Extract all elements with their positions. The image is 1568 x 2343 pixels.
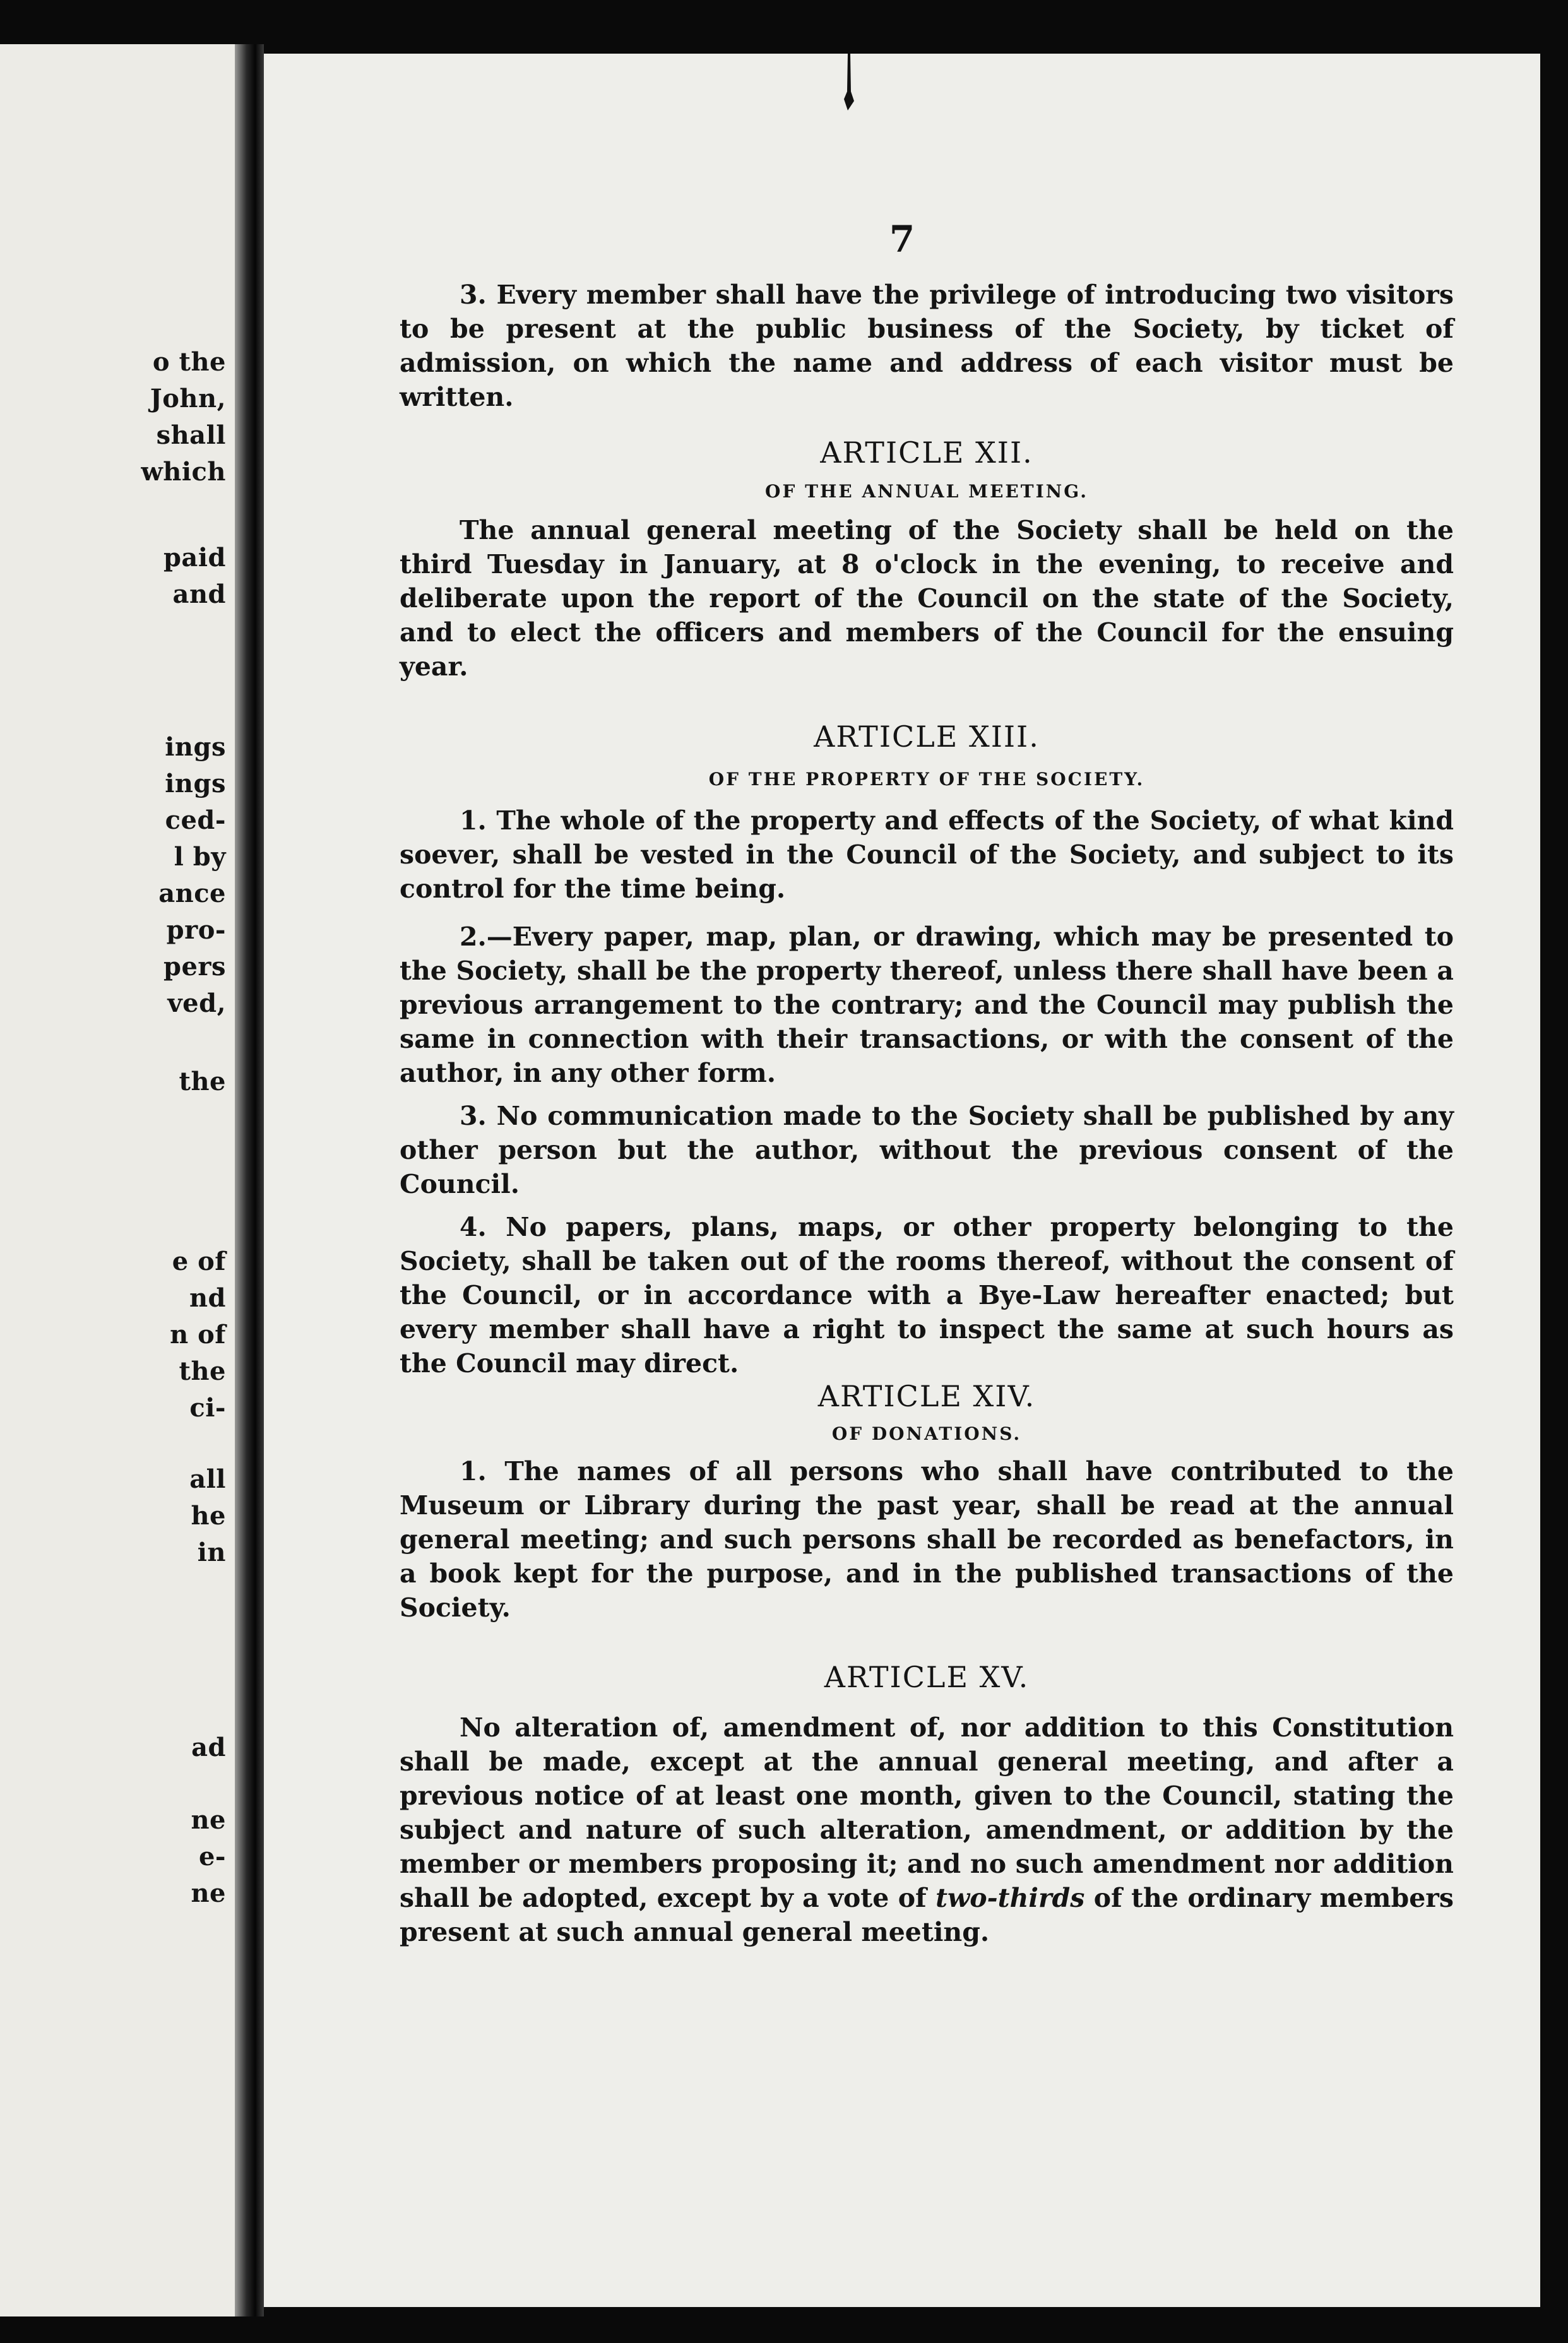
article-xii-text: The annual general meeting of the Society shall be held on the third Tuesday in January, at 8 o'clock in the evening, to receive and deliberate upon the report of the Council on the state of the Society, and to elect the officers and members of the Council for the ensuing year. [400, 515, 1454, 682]
left-page-line: ne [191, 1805, 226, 1835]
left-page-line: e- [198, 1842, 226, 1871]
visitors-paragraph: 3. Every member shall have the privilege of introducing two visitors to be present at the public business of the Society, by ticket of admission, on which the name and address of each visitor must be written. [400, 280, 1454, 412]
left-page-line: the [179, 1067, 226, 1096]
article-xiv-p1: 1. The names of all persons who shall have contributed to the Museum or Library during the past year, shall be read at the annual general meeting; and such persons shall be recorded as benefactors, in a book kept for the purpose, and in the published transactions of the Society. [400, 1456, 1454, 1623]
left-page-line: which [141, 457, 226, 487]
left-page-line: o the [152, 347, 226, 377]
left-page-line: ne [191, 1878, 226, 1908]
left-page-line: John, [150, 384, 226, 413]
article-xv-text-part2: of the ordinary members present at such annual general meeting. [400, 1883, 1454, 1947]
left-page-line: the [179, 1356, 226, 1386]
left-page-line: pers [163, 952, 226, 982]
left-page-line: all [189, 1464, 226, 1494]
section-visitors [400, 278, 1454, 414]
left-page-line: paid [163, 543, 226, 572]
left-page-line: pro- [166, 915, 226, 945]
left-page-line: ad [191, 1733, 226, 1762]
article-xv-text [400, 1711, 1454, 1949]
article-xiii [400, 720, 1454, 1380]
left-page-line: ings [165, 769, 226, 798]
left-page-line: ings [165, 732, 226, 762]
ink-mark [841, 54, 855, 110]
article-xii-subheading: OF THE ANNUAL MEETING. [765, 481, 1088, 502]
left-page-line: nd [189, 1283, 226, 1313]
article-xiii-p1: 1. The whole of the property and effects of the Society, of what kind soever, shall be vested in the Council of the Society, and subject to its control for the time being. [400, 805, 1454, 904]
article-xii-heading: ARTICLE XII. [820, 436, 1033, 470]
left-page-line: e of [172, 1247, 226, 1276]
article-xv-italic: two-thirds [935, 1883, 1085, 1913]
article-xiii-p4: 4. No papers, plans, maps, or other property belonging to the Society, shall be taken out of the rooms thereof, without the consent of the Council, or in accordance with a Bye-Law hereafter enacted; but every member shall have a right to inspect the same at such hours as the Council may direct. [400, 1212, 1454, 1379]
page-gutter [235, 44, 264, 2316]
article-xiii-p3: 3. No communication made to the Society shall be published by any other person but the author, without the previous consent of the Council. [400, 1101, 1454, 1199]
article-xii [400, 436, 1454, 684]
article-xiii-subheading: OF THE PROPERTY OF THE SOCIETY. [708, 769, 1145, 790]
left-page-line: n of [170, 1320, 226, 1349]
left-page-line: ance [158, 879, 226, 908]
left-page-line: ced- [165, 805, 226, 835]
article-xv-text-part1: No alteration of, amendment of, nor addition to this Constitution shall be made, except at the annual general meeting, and after a previous notice of at least one month, given to the Council, stating the subject and nature of such alteration, amendment, or addition by the member or members proposing it; and no such amendment nor addition shall be adopted, except by a vote of [400, 1712, 1454, 1913]
article-xiv [400, 1379, 1454, 1625]
article-xv-heading: ARTICLE XV. [824, 1660, 1030, 1694]
document-page [264, 54, 1540, 2307]
left-page-line: and [172, 579, 226, 609]
left-page-line: ci- [189, 1393, 226, 1423]
article-xiii-heading: ARTICLE XIII. [814, 720, 1040, 754]
left-page-line: ved, [167, 988, 226, 1018]
left-page-line: in [197, 1538, 226, 1567]
left-page-line: he [191, 1501, 226, 1531]
page-number: 7 [889, 218, 915, 261]
left-page-line: l by [174, 842, 226, 872]
article-xiv-subheading: OF DONATIONS. [831, 1423, 1022, 1444]
article-xv [400, 1660, 1454, 1949]
article-xiv-heading: ARTICLE XIV. [817, 1379, 1036, 1413]
article-xiii-p2: 2.—Every paper, map, plan, or drawing, which may be presented to the Society, shall be the property thereof, unless there shall have been a previous arrangement to the contrary; and the Council may publish the same in connection with their transactions, or with the consent of the author, in any other form. [400, 922, 1454, 1088]
left-page-fragment [0, 44, 235, 2316]
left-page-line: shall [156, 420, 226, 450]
